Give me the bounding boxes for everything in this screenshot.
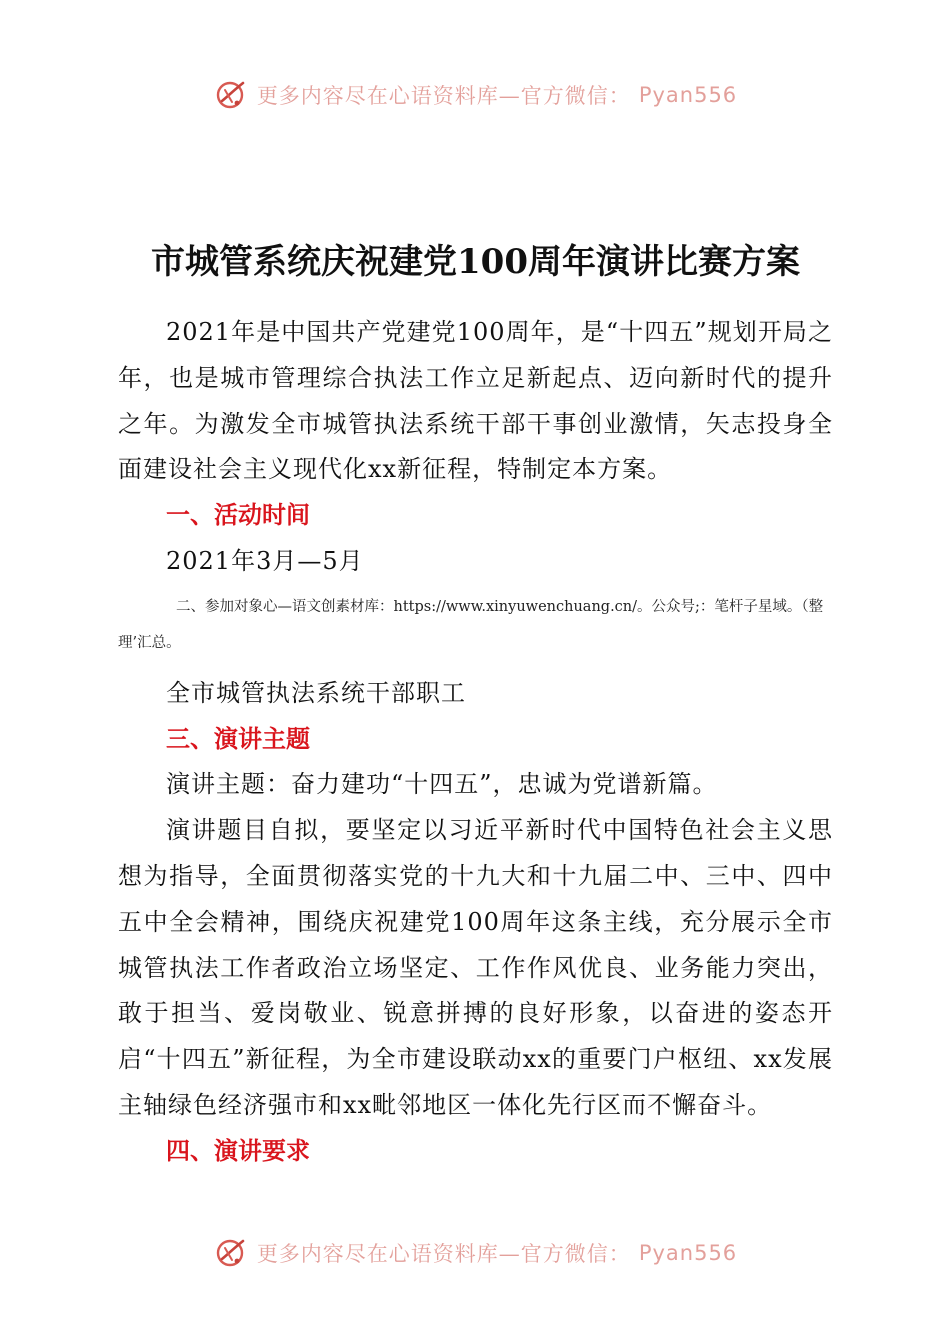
document-title: 市城管系统庆祝建党100周年演讲比赛方案 bbox=[151, 242, 800, 282]
watermark-wechat-id: Pyan556 bbox=[638, 83, 738, 107]
footer-watermark bbox=[0, 1231, 950, 1275]
watermark-text: 更多内容尽在心语资料库—官方微信： bbox=[256, 84, 631, 108]
pen-logo-icon bbox=[213, 1235, 249, 1271]
participants-text: 全市城管执法系统干部职工 bbox=[166, 678, 466, 707]
pen-logo-icon bbox=[213, 77, 249, 113]
theme-text: 演讲主题：奋力建功“十四五”，忠诚为党谱新篇。 bbox=[166, 770, 718, 799]
section-heading-time: 一、活动时间 bbox=[166, 501, 310, 530]
participants-note: 二、参加对象心—语文创素材库：https://www.xinyuwenchuang.cn/。公众号;：笔杆子星域。（整理’汇总。 bbox=[118, 598, 824, 651]
watermark-wechat-id: Pyan556 bbox=[638, 1241, 738, 1265]
theme-description: 演讲题目自拟，要坚定以习近平新时代中国特色社会主义思想为指导，全面贯彻落实党的十九大和十九届二中、三中、四中五中全会精神，围绕庆祝建党100周年这条主线，充分展示全市城管执法工作者政治立场坚定、工作作风优良、业务能力突出，敢于担当、爱岗敬业、锐意拼搏的良好形象，以奋进的姿态开启“十四五”新征程，为全市建设联动xx的重要门户枢纽、xx发展主轴绿色经济强市和xx毗邻地区一体化先行区而不懈奋斗。 bbox=[118, 816, 833, 1119]
activity-time-text: 2021年3月—5月 bbox=[166, 546, 364, 575]
section-heading-theme: 三、演讲主题 bbox=[166, 724, 310, 753]
header-watermark bbox=[0, 73, 950, 117]
watermark-text: 更多内容尽在心语资料库—官方微信： bbox=[256, 1242, 631, 1266]
document-body bbox=[118, 236, 833, 1175]
intro-paragraph: 2021年是中国共产党建党100周年，是“十四五”规划开局之年，也是城市管理综合执法工作立足新起点、迈向新时代的提升之年。为激发全市城管执法系统干部干事创业激情，矢志投身全面建设社会主义现代化xx新征程，特制定本方案。 bbox=[118, 318, 833, 484]
section-heading-requirements: 四、演讲要求 bbox=[166, 1136, 310, 1165]
